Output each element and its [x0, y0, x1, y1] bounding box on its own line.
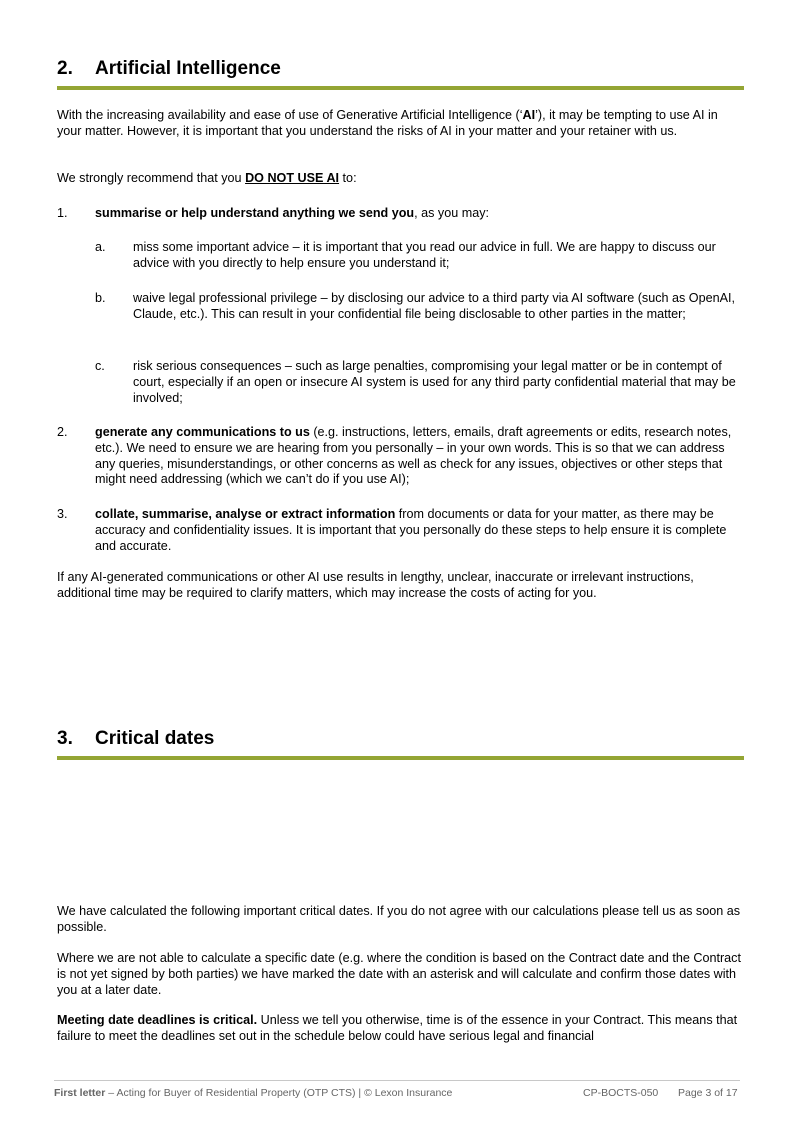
section-number: 3. — [57, 728, 73, 749]
text-run-bold: generate any communications to us — [95, 425, 310, 439]
text-run-bold: Meeting date deadlines is critical. — [57, 1013, 258, 1027]
text-run-bold: collate, summarise, analyse or extract information — [95, 507, 396, 521]
ai-intro-paragraph — [57, 108, 745, 140]
list-item-text — [95, 507, 745, 554]
recommendation-paragraph — [57, 171, 745, 187]
text-run: from documents or data for your matter, as there may be accuracy and confidentiality issues. It is important that you personally do these steps to help ensure it is complete and accurate. — [95, 507, 727, 553]
section-number: 2. — [57, 58, 73, 79]
text-run-bold: AI — [522, 108, 536, 122]
text-run-bold: summarise or help understand anything we send you — [95, 206, 415, 220]
text-run: With the increasing availability and ease of use of Generative Artificial Intelligence (‘ — [57, 108, 523, 122]
list-marker: 3. — [57, 507, 68, 521]
text-run: We strongly recommend that you — [57, 171, 246, 185]
text-run: Unless we tell you otherwise, time is of the essence in your Contract. This means that failure to meet the deadlines set out in the schedule below could have serious legal and financial — [57, 1013, 738, 1043]
footer-document-title — [54, 1087, 452, 1099]
do-not-use-ai-emphasis: DO NOT USE AI — [245, 171, 340, 185]
asterisk-dates-paragraph: Where we are not able to calculate a specific date (e.g. where the condition is based on the Contract date and the Contract is not yet signed by both parties) we have marked the date with an asterisk and will calculate and confirm those dates with you at a later date. — [57, 951, 741, 997]
list-item-text: waive legal professional privilege – by disclosing our advice to a third party via AI software (such as OpenAI, Claude, etc.). This can result in your confidential file being disclosable to other parties in the matter; — [133, 291, 736, 321]
critical-dates-paragraph: We have calculated the following important critical dates. If you do not agree with our calculations please tell us as soon as possible. — [57, 904, 741, 934]
text-run: – Acting for Buyer of Residential Property (OTP CTS) | © Lexon Insurance — [105, 1087, 453, 1099]
text-run: (e.g. instructions, letters, emails, draft agreements or edits, research notes, etc.). We need to ensure we are hearing from you personally – in your own words. This is so that we can address any queries, misunderstandings, or other concerns as well as check for any issues, objectives or other steps that might need addressing (which we can’t do if you use AI); — [95, 425, 732, 487]
list-marker: 1. — [57, 206, 68, 220]
list-marker: c. — [95, 359, 105, 373]
section-title: Artificial Intelligence — [95, 58, 281, 79]
section-divider — [57, 86, 744, 90]
list-marker: 2. — [57, 425, 68, 439]
text-run-bold: First letter — [54, 1087, 106, 1099]
ai-closing-paragraph: If any AI-generated communications or other AI use results in lengthy, unclear, inaccurate or irrelevant instructions, additional time may be required to clarify matters, which may increase the costs of acting for you. — [57, 570, 694, 600]
section-divider — [57, 756, 744, 760]
deadlines-paragraph — [57, 1013, 745, 1045]
footer-document-code: CP-BOCTS-050 — [583, 1087, 659, 1099]
list-item-text — [95, 425, 745, 488]
list-item-text — [95, 206, 745, 222]
section-title: Critical dates — [95, 728, 215, 749]
text-run: , as you may: — [414, 206, 490, 220]
footer-divider — [54, 1080, 740, 1081]
footer-page-number: Page 3 of 17 — [678, 1087, 738, 1099]
list-marker: a. — [95, 240, 106, 254]
list-item-text: risk serious consequences – such as large penalties, compromising your legal matter or be in contempt of court, especially if an open or insecure AI system is used for any third party confidential material that may be involved; — [133, 359, 736, 405]
list-marker: b. — [95, 291, 106, 305]
text-run: ’), it may be tempting to use AI in your matter. However, it is important that you understand the risks of AI in your matter and your retainer with us. — [57, 108, 718, 138]
text-run: to: — [339, 171, 357, 185]
list-item-text: miss some important advice – it is important that you read our advice in full. We are happy to discuss our advice with you directly to help ensure you understand it; — [133, 240, 716, 270]
